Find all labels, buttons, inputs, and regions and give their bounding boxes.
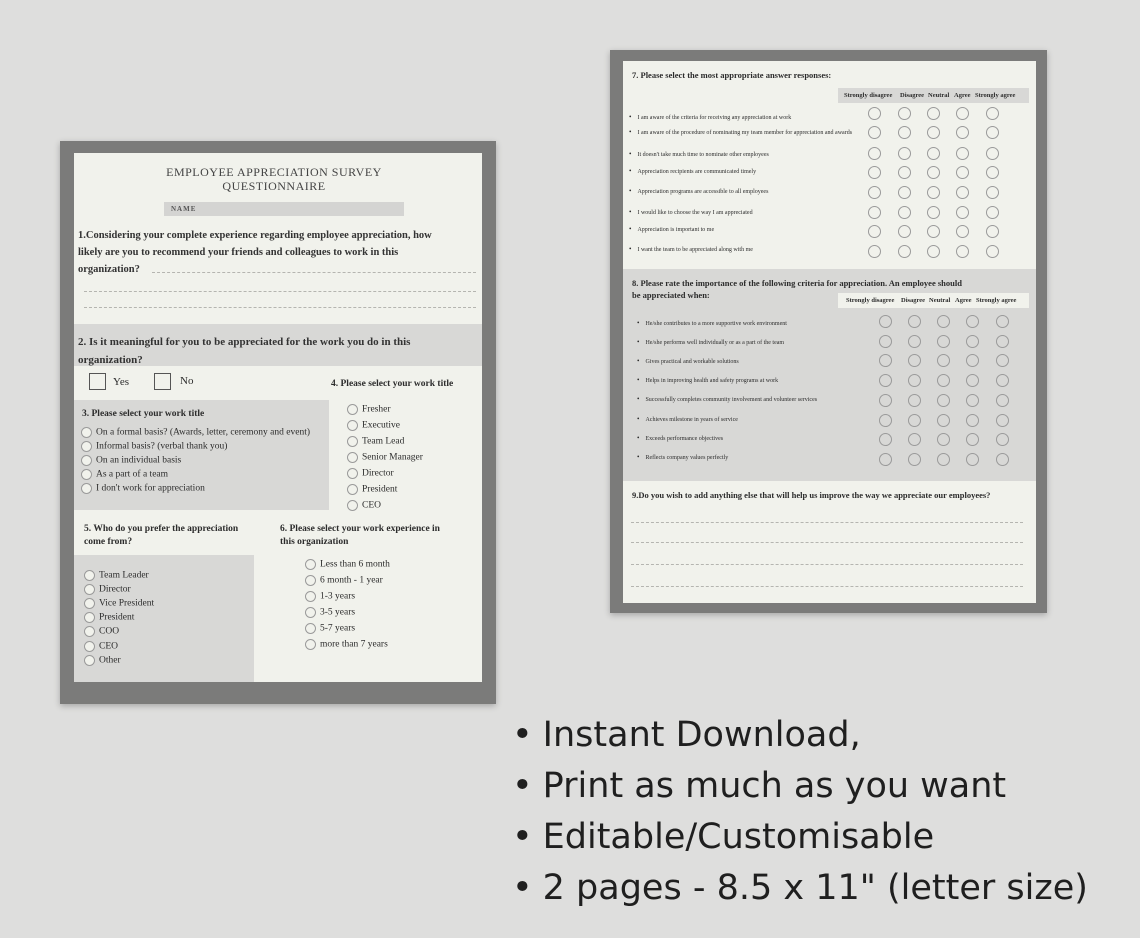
likert-radio[interactable] <box>908 335 921 348</box>
name-field[interactable] <box>164 202 404 216</box>
q5-option[interactable]: President <box>84 612 134 623</box>
likert-radio[interactable] <box>986 186 999 199</box>
q1-text <box>78 227 432 278</box>
likert-radio[interactable] <box>937 374 950 387</box>
q9-answer-line[interactable] <box>631 586 1023 587</box>
q5-title-line2: come from? <box>84 537 133 547</box>
likert-radio[interactable] <box>966 433 979 446</box>
q6-title-line2: this organization <box>280 537 349 547</box>
likert-radio[interactable] <box>956 147 969 160</box>
q8-title-line1: 8. Please rate the importance of the following criteria for appreciation. An employee should <box>632 278 962 288</box>
q6-option[interactable]: 6 month - 1 year <box>305 575 383 586</box>
likert-radio[interactable] <box>986 126 999 139</box>
q1-line3: organization? <box>78 264 140 275</box>
likert-radio[interactable] <box>868 126 881 139</box>
feature-item: • Instant Download, <box>512 712 1088 763</box>
q6-title-line1: 6. Please select your work experience in <box>280 524 440 534</box>
q7-title: 7. Please select the most appropriate answer responses: <box>632 70 832 80</box>
q3-title: 3. Please select your work title <box>82 409 205 419</box>
likert-radio[interactable] <box>986 225 999 238</box>
no-label: No <box>180 375 194 387</box>
q6-title <box>280 523 440 549</box>
likert-radio[interactable] <box>966 394 979 407</box>
survey-title <box>74 165 474 193</box>
likert-radio[interactable] <box>966 453 979 466</box>
q8-statement: • He/she contributes to a more supportive work environment <box>637 319 787 327</box>
radio-icon[interactable] <box>347 484 358 495</box>
q4-option[interactable]: Fresher <box>347 404 391 415</box>
likert-radio[interactable] <box>908 354 921 367</box>
likert-radio[interactable] <box>898 107 911 120</box>
feature-item: • Editable/Customisable <box>512 814 1088 865</box>
q9-title: 9.Do you wish to add anything else that will help us improve the way we appreciate our employees? <box>632 490 991 500</box>
q8-statement: • Gives practical and workable solutions <box>637 357 739 365</box>
likert-radio[interactable] <box>879 394 892 407</box>
radio-icon[interactable] <box>84 570 95 581</box>
q4-option[interactable]: Director <box>347 468 394 479</box>
q8-scale-label: Disagree <box>901 297 926 304</box>
radio-icon[interactable] <box>81 455 92 466</box>
likert-radio[interactable] <box>879 374 892 387</box>
likert-radio[interactable] <box>927 147 940 160</box>
q9-answer-line[interactable] <box>631 522 1023 523</box>
q7-statement: • I am aware of the procedure of nominating my team member for appreciation and awards <box>629 129 854 137</box>
likert-radio[interactable] <box>927 186 940 199</box>
likert-radio[interactable] <box>966 315 979 328</box>
radio-icon[interactable] <box>84 626 95 637</box>
likert-radio[interactable] <box>996 414 1009 427</box>
likert-radio[interactable] <box>956 225 969 238</box>
q8-statement: • Successfully completes community involvement and volunteer services <box>637 395 817 403</box>
radio-icon[interactable] <box>347 500 358 511</box>
likert-radio[interactable] <box>996 315 1009 328</box>
likert-radio[interactable] <box>996 374 1009 387</box>
q1-answer-line[interactable] <box>84 307 476 308</box>
radio-icon[interactable] <box>81 427 92 438</box>
q7-scale-label: Strongly disagree <box>844 92 893 99</box>
q9-answer-line[interactable] <box>631 542 1023 543</box>
q5-title-line1: 5. Who do you prefer the appreciation <box>84 524 239 534</box>
likert-radio[interactable] <box>908 374 921 387</box>
radio-icon[interactable] <box>84 612 95 623</box>
likert-radio[interactable] <box>898 166 911 179</box>
q3-option[interactable]: As a part of a team <box>81 469 168 480</box>
likert-radio[interactable] <box>908 394 921 407</box>
likert-radio[interactable] <box>868 107 881 120</box>
q3-option[interactable]: On an individual basis <box>81 455 181 466</box>
q7-statement: • Appreciation recipients are communicated timely <box>629 167 756 175</box>
likert-radio[interactable] <box>996 335 1009 348</box>
q4-option[interactable]: President <box>347 484 397 495</box>
q5-option[interactable]: CEO <box>84 641 118 652</box>
q3-option[interactable]: On a formal basis? (Awards, letter, ceremony and event) <box>81 427 310 438</box>
likert-radio[interactable] <box>898 147 911 160</box>
radio-icon[interactable] <box>305 575 316 586</box>
q8-statement: • Reflects company values perfectly <box>637 453 728 461</box>
likert-radio[interactable] <box>927 166 940 179</box>
q8-statement: • Achieves milestone in years of service <box>637 415 738 423</box>
likert-radio[interactable] <box>908 414 921 427</box>
likert-radio[interactable] <box>996 394 1009 407</box>
survey-title-line2: QUESTIONNAIRE <box>222 179 326 193</box>
yes-checkbox[interactable] <box>89 373 106 390</box>
q3-option[interactable]: Informal basis? (verbal thank you) <box>81 441 227 452</box>
q7-scale-label: Neutral <box>928 92 950 99</box>
q8-scale-label: Neutral <box>929 297 951 304</box>
likert-radio[interactable] <box>927 245 940 258</box>
q5-option[interactable]: COO <box>84 626 119 637</box>
yes-label: Yes <box>113 376 130 388</box>
likert-radio[interactable] <box>956 107 969 120</box>
likert-radio[interactable] <box>908 433 921 446</box>
radio-icon[interactable] <box>347 468 358 479</box>
q7-statement: • Appreciation is important to me <box>629 225 714 233</box>
q8-statement: • He/she performs well individually or as a part of the team <box>637 338 784 346</box>
q6-option[interactable]: more than 7 years <box>305 639 388 650</box>
q7-scale-label: Strongly agree <box>975 92 1016 99</box>
likert-radio[interactable] <box>937 433 950 446</box>
q4-title: 4. Please select your work title <box>331 379 454 389</box>
q1-line1: 1.Considering your complete experience regarding employee appreciation, how <box>78 230 432 241</box>
q5-option[interactable]: Director <box>84 584 131 595</box>
q7-statement: • I want the team to be appreciated along with me <box>629 245 753 253</box>
likert-radio[interactable] <box>986 166 999 179</box>
q7-statement: • I would like to choose the way I am appreciated <box>629 208 753 216</box>
q1-answer-line[interactable] <box>152 272 476 273</box>
likert-radio[interactable] <box>908 453 921 466</box>
q8-scale-label: Strongly disagree <box>846 297 895 304</box>
likert-radio[interactable] <box>898 245 911 258</box>
q8-statement: • Helps in improving health and safety programs at work <box>637 376 778 384</box>
likert-radio[interactable] <box>937 354 950 367</box>
likert-radio[interactable] <box>868 147 881 160</box>
q5-option[interactable]: Vice President <box>84 598 154 609</box>
likert-radio[interactable] <box>937 414 950 427</box>
feature-item: • 2 pages - 8.5 x 11" (letter size) <box>512 865 1088 916</box>
q7-scale-label: Disagree <box>900 92 925 99</box>
likert-radio[interactable] <box>868 206 881 219</box>
likert-radio[interactable] <box>966 335 979 348</box>
likert-radio[interactable] <box>879 414 892 427</box>
q7-statement: • It doesn't take much time to nominate other employees <box>629 150 769 158</box>
likert-radio[interactable] <box>937 315 950 328</box>
q4-option[interactable]: Executive <box>347 420 400 431</box>
radio-icon[interactable] <box>81 483 92 494</box>
name-label: NAME <box>171 205 197 213</box>
likert-radio[interactable] <box>898 225 911 238</box>
radio-icon[interactable] <box>347 436 358 447</box>
likert-radio[interactable] <box>879 315 892 328</box>
likert-radio[interactable] <box>927 107 940 120</box>
q6-option[interactable]: Less than 6 month <box>305 559 390 570</box>
q9-answer-line[interactable] <box>631 564 1023 565</box>
radio-icon[interactable] <box>305 623 316 634</box>
q7-statement: • I am aware of the criteria for receiving any appreciation at work <box>629 113 791 121</box>
likert-radio[interactable] <box>927 225 940 238</box>
q7-scale-label: Agree <box>954 92 971 99</box>
likert-radio[interactable] <box>986 107 999 120</box>
q2-text <box>78 333 410 369</box>
q1-line2: likely are you to recommend your friends and colleagues to work in this <box>78 247 399 258</box>
q4-option[interactable]: Senior Manager <box>347 452 423 463</box>
q5-option[interactable]: Team Leader <box>84 570 149 581</box>
likert-radio[interactable] <box>898 206 911 219</box>
radio-icon[interactable] <box>84 655 95 666</box>
q6-option[interactable]: 5-7 years <box>305 623 355 634</box>
radio-icon[interactable] <box>305 591 316 602</box>
likert-radio[interactable] <box>956 206 969 219</box>
likert-radio[interactable] <box>996 354 1009 367</box>
likert-radio[interactable] <box>898 126 911 139</box>
q8-scale-label: Agree <box>955 297 972 304</box>
likert-radio[interactable] <box>956 126 969 139</box>
likert-radio[interactable] <box>908 315 921 328</box>
radio-icon[interactable] <box>84 584 95 595</box>
likert-radio[interactable] <box>868 225 881 238</box>
q7-statement: • Appreciation programs are accessible to all employees <box>629 187 768 195</box>
likert-radio[interactable] <box>966 374 979 387</box>
likert-radio[interactable] <box>879 433 892 446</box>
likert-radio[interactable] <box>986 245 999 258</box>
likert-radio[interactable] <box>956 245 969 258</box>
likert-radio[interactable] <box>956 166 969 179</box>
survey-title-line1: EMPLOYEE APPRECIATION SURVEY <box>166 165 382 179</box>
q6-option[interactable]: 1-3 years <box>305 591 355 602</box>
q8-title-line2: be appreciated when: <box>632 290 710 300</box>
likert-radio[interactable] <box>879 335 892 348</box>
likert-radio[interactable] <box>986 206 999 219</box>
radio-icon[interactable] <box>84 598 95 609</box>
likert-radio[interactable] <box>996 453 1009 466</box>
q5-title <box>84 523 238 549</box>
likert-radio[interactable] <box>956 186 969 199</box>
feature-item: • Print as much as you want <box>512 763 1088 814</box>
page1 <box>74 153 482 682</box>
radio-icon[interactable] <box>347 404 358 415</box>
radio-icon[interactable] <box>305 639 316 650</box>
likert-radio[interactable] <box>966 354 979 367</box>
q4-option[interactable]: Team Lead <box>347 436 404 447</box>
radio-icon[interactable] <box>347 420 358 431</box>
likert-radio[interactable] <box>879 453 892 466</box>
radio-icon[interactable] <box>84 641 95 652</box>
q1-answer-line[interactable] <box>84 291 476 292</box>
page2 <box>623 61 1036 603</box>
q4-option[interactable]: CEO <box>347 500 381 511</box>
likert-radio[interactable] <box>996 433 1009 446</box>
q8-statement: • Exceeds performance objectives <box>637 434 723 442</box>
likert-radio[interactable] <box>927 126 940 139</box>
q3-option[interactable]: I don't work for appreciation <box>81 483 205 494</box>
feature-list <box>512 712 1088 916</box>
radio-icon[interactable] <box>347 452 358 463</box>
likert-radio[interactable] <box>868 166 881 179</box>
q2-line2: organization? <box>78 354 143 366</box>
likert-radio[interactable] <box>927 206 940 219</box>
likert-radio[interactable] <box>868 186 881 199</box>
q5-option[interactable]: Other <box>84 655 121 666</box>
likert-radio[interactable] <box>879 354 892 367</box>
likert-radio[interactable] <box>986 147 999 160</box>
radio-icon[interactable] <box>305 559 316 570</box>
likert-radio[interactable] <box>937 453 950 466</box>
likert-radio[interactable] <box>898 186 911 199</box>
q2-line1: 2. Is it meaningful for you to be appreciated for the work you do in this <box>78 336 411 348</box>
radio-icon[interactable] <box>305 607 316 618</box>
radio-icon[interactable] <box>81 441 92 452</box>
no-checkbox[interactable] <box>154 373 171 390</box>
likert-radio[interactable] <box>937 335 950 348</box>
likert-radio[interactable] <box>868 245 881 258</box>
radio-icon[interactable] <box>81 469 92 480</box>
q8-scale-label: Strongly agree <box>976 297 1017 304</box>
likert-radio[interactable] <box>966 414 979 427</box>
q6-option[interactable]: 3-5 years <box>305 607 355 618</box>
likert-radio[interactable] <box>937 394 950 407</box>
